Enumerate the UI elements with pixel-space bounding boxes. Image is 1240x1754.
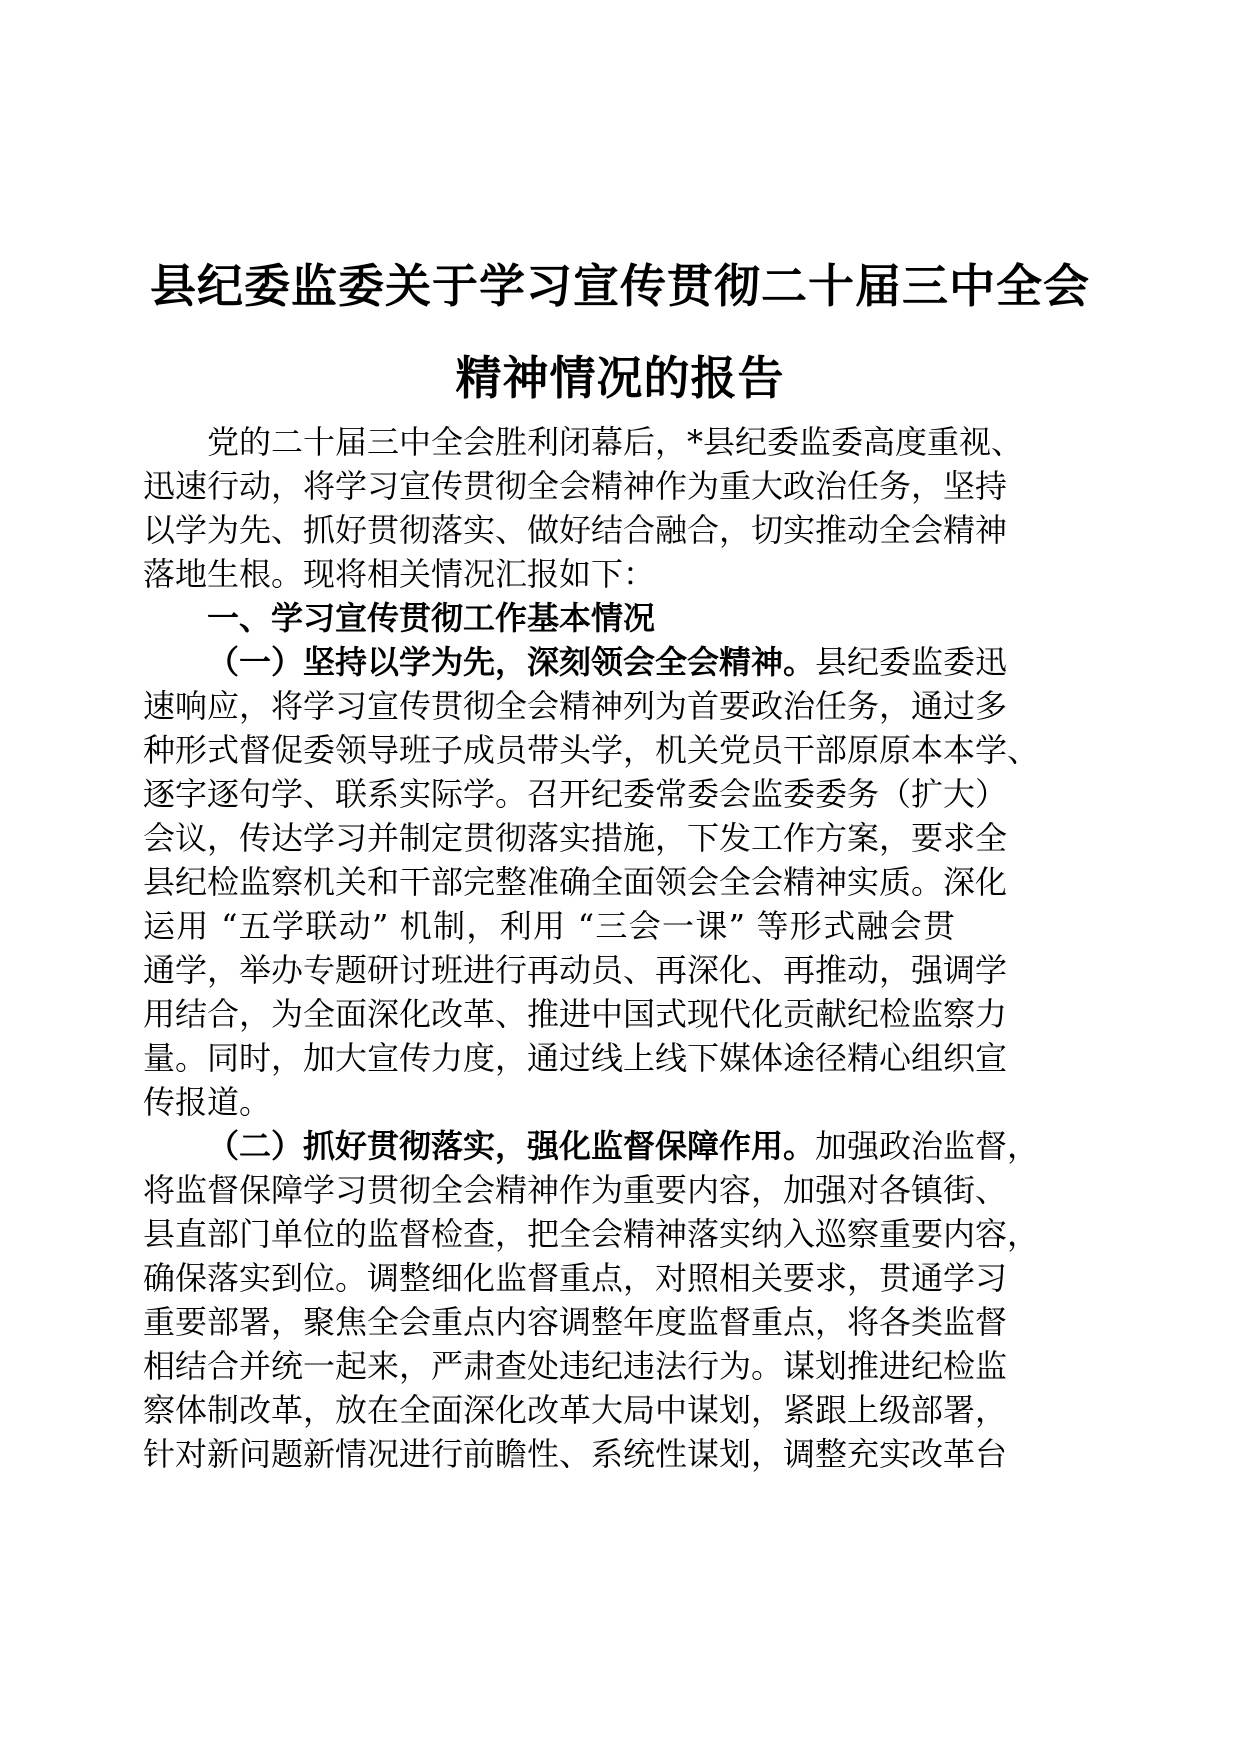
section-heading: 一、学习宣传贯彻工作基本情况 xyxy=(207,599,656,637)
body-line: 逐字逐句学、联系实际学。召开纪委常委会监委委务（扩大） xyxy=(143,775,1008,813)
body-line: 会议，传达学习并制定贯彻落实措施，下发工作方案，要求全 xyxy=(143,819,1008,857)
body-line: 将监督保障学习贯彻全会精神作为重要内容，加强对各镇街、 xyxy=(143,1171,1008,1209)
body-run: 县纪委监委迅 xyxy=(815,643,1008,681)
body-line: 量。同时，加大宣传力度，通过线上线下媒体途径精心组织宣 xyxy=(143,1039,1008,1077)
document-title-line-1: 县纪委监委关于学习宣传贯彻二十届三中全会 xyxy=(150,259,1090,313)
body-line: 传报道。 xyxy=(143,1083,272,1121)
body-line: 针对新问题新情况进行前瞻性、系统性谋划，调整充实改革台 xyxy=(143,1435,1008,1473)
body-run: 加强政治监督， xyxy=(815,1127,1040,1165)
body-line: 通学，举办专题研讨班进行再动员、再深化、再推动，强调学 xyxy=(143,951,1008,989)
body-line: 速响应，将学习宣传贯彻全会精神列为首要政治任务，通过多 xyxy=(143,687,1008,725)
subsection-line xyxy=(207,640,1008,684)
body-line: 落地生根。现将相关情况汇报如下： xyxy=(143,555,656,593)
subsection-line xyxy=(207,1124,1040,1168)
subsection-heading: （一）坚持以学为先，深刻领会全会精神。 xyxy=(207,643,816,681)
body-line: 种形式督促委领导班子成员带头学，机关党员干部原原本本学、 xyxy=(143,731,1040,769)
body-line: 迅速行动，将学习宣传贯彻全会精神作为重大政治任务，坚持 xyxy=(143,467,1008,505)
body-line: 县纪检监察机关和干部完整准确全面领会全会精神实质。深化 xyxy=(143,863,1008,901)
document-title-line-2: 精神情况的报告 xyxy=(455,351,785,405)
body-line: 重要部署，聚焦全会重点内容调整年度监督重点，将各类监督 xyxy=(143,1303,1008,1341)
body-line: 运用 “五学联动” 机制，利用 “三会一课” 等形式融会贯 xyxy=(143,907,955,945)
body-line: 以学为先、抓好贯彻落实、做好结合融合，切实推动全会精神 xyxy=(143,511,1008,549)
body-line: 确保落实到位。调整细化监督重点，对照相关要求，贯通学习 xyxy=(143,1259,1008,1297)
body-line: 县直部门单位的监督检查，把全会精神落实纳入巡察重要内容， xyxy=(143,1215,1040,1253)
body-line: 察体制改革，放在全面深化改革大局中谋划，紧跟上级部署， xyxy=(143,1391,1008,1429)
body-line: 用结合，为全面深化改革、推进中国式现代化贡献纪检监察力 xyxy=(143,995,1008,1033)
subsection-heading: （二）抓好贯彻落实，强化监督保障作用。 xyxy=(207,1127,816,1165)
body-line: 相结合并统一起来，严肃查处违纪违法行为。谋划推进纪检监 xyxy=(143,1347,1008,1385)
body-line: 党的二十届三中全会胜利闭幕后，*县纪委监委高度重视、 xyxy=(207,423,1024,461)
